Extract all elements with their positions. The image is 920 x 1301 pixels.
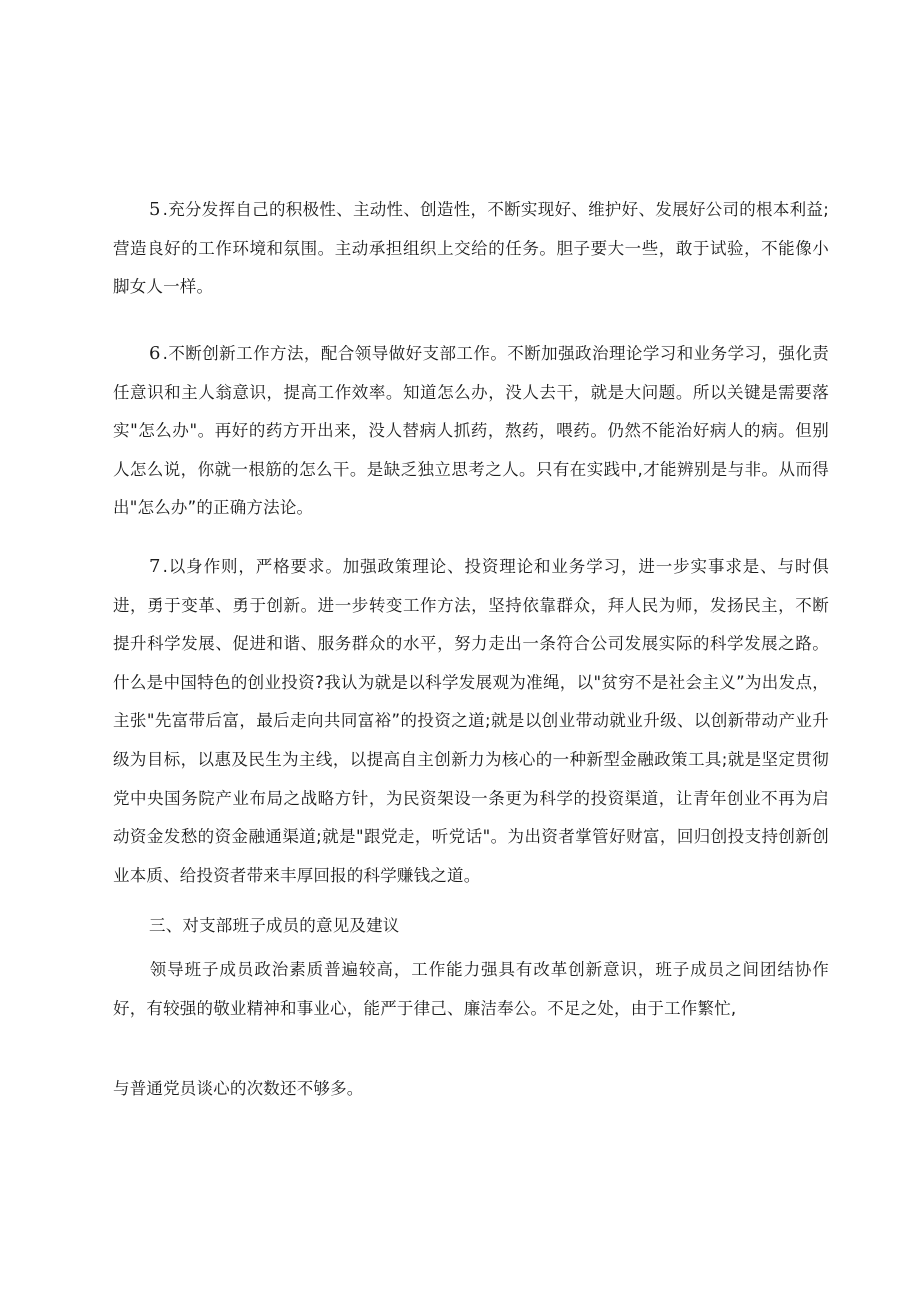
paragraph-text: .充分发挥自己的积极性、主动性、创造性，不断实现好、维护好、发展好公司的根本利益;营造良好的工作环境和氛围。主动承担组织上交给的任务。胆子要大一些，敢于试验，不能像小脚女人一样。 bbox=[113, 200, 829, 297]
paragraph-item-5 bbox=[113, 191, 829, 307]
paragraph-item-6 bbox=[113, 335, 829, 528]
paragraph-item-7 bbox=[113, 548, 829, 895]
heading-text: 三、对支部班子成员的意见及建议 bbox=[149, 916, 400, 935]
item-number: 5 bbox=[149, 199, 161, 220]
item-number: 7 bbox=[149, 556, 161, 577]
paragraph-text: 与普通党员谈心的次数还不够多。 bbox=[113, 1079, 364, 1098]
paragraph-text: .不断创新工作方法，配合领导做好支部工作。不断加强政治理论学习和业务学习，强化责任意识和主人翁意识，提高工作效率。知道怎么办，没人去干，就是大问题。所以关键是需要落实"怎么办"。再好的药方开出来，没人替病人抓药，熬药，喂药。仍然不能治好病人的病。但别人怎么说，你就一根筋的怎么干。是缺乏独立思考之人。只有在实践中,才能辨别是与非。从而得出"怎么办”的正确方法论。 bbox=[113, 344, 829, 518]
paragraph-opinion bbox=[113, 951, 829, 1028]
paragraph-continuation bbox=[113, 1070, 829, 1109]
paragraph-text: .以身作则，严格要求。加强政策理论、投资理论和业务学习，进一步实事求是、与时俱进，勇于变革、勇于创新。进一步转变工作方法，坚持依靠群众，拜人民为师，发扬民主，不断提升科学发展、促进和谐、服务群众的水平，努力走出一条符合公司发展实际的科学发展之路。什么是中国特色的创业投资?我认为就是以科学发展观为准绳，以"贫穷不是社会主义”为出发点，主张"先富带后富，最后走向共同富裕”的投资之道;就是以创业带动就业升级、以创新带动产业升级为目标，以惠及民生为主线，以提高自主创新力为核心的一种新型金融政策工具;就是坚定贯彻党中央国务院产业布局之战略方针，为民资架设一条更为科学的投资渠道，让青年创业不再为启动资金发愁的资金融通渠道;就是"跟党走，听党话"。为出资者掌管好财富，回归创投支持创新创业本质、给投资者带来丰厚回报的科学赚钱之道。 bbox=[113, 557, 829, 885]
paragraph-text: 领导班子成员政治素质普遍较高，工作能力强具有改革创新意识，班子成员之间团结协作好，有较强的敬业精神和事业心，能严于律己、廉洁奉公。不足之处，由于工作繁忙, bbox=[113, 960, 829, 1018]
section-heading bbox=[113, 907, 829, 946]
item-number: 6 bbox=[149, 343, 161, 364]
